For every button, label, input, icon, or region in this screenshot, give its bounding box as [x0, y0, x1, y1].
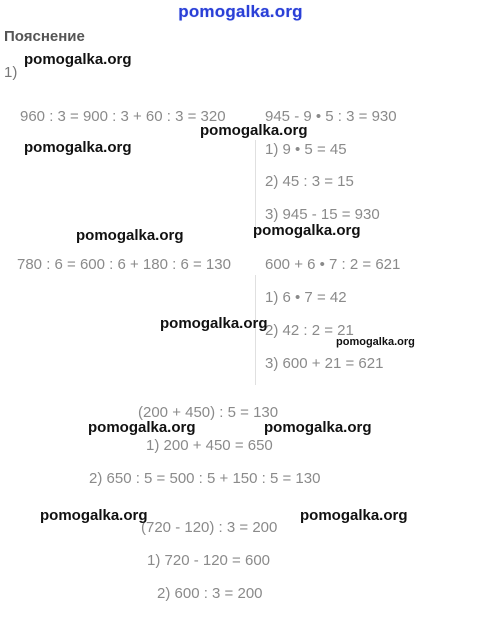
watermark: pomogalka.org [253, 222, 361, 239]
watermark: pomogalka.org [40, 507, 148, 524]
equation-step: 3) 945 - 15 = 930 [265, 206, 380, 223]
equation-step: 2) 650 : 5 = 500 : 5 + 150 : 5 = 130 [89, 470, 321, 487]
equation-step: 1) 720 - 120 = 600 [147, 552, 271, 569]
watermark: pomogalka.org [24, 51, 132, 68]
section-title: Пояснение [4, 28, 85, 45]
equation-line: 600 + 6 • 7 : 2 = 621 [265, 256, 401, 273]
watermark: pomogalka.org [24, 139, 132, 156]
item-number: 1) [4, 64, 18, 81]
equation-step: 2) 42 : 2 = 21 [265, 322, 354, 339]
watermark: pomogalka.org [300, 507, 408, 524]
equation-line: 780 : 6 = 600 : 6 + 180 : 6 = 130 [17, 256, 231, 273]
equation-step: 2) 45 : 3 = 15 [265, 173, 354, 190]
watermark: pomogalka.org [160, 315, 268, 332]
equation-line: (720 - 120) : 3 = 200 [141, 519, 278, 536]
equation-step: 1) 200 + 450 = 650 [146, 437, 273, 454]
equation-line: 960 : 3 = 900 : 3 + 60 : 3 = 320 [20, 108, 226, 125]
equation-step: 3) 600 + 21 = 621 [265, 355, 384, 372]
equation-line: (200 + 450) : 5 = 130 [138, 404, 279, 421]
equation-line: 945 - 9 • 5 : 3 = 930 [265, 108, 397, 125]
watermark: pomogalka.org [336, 336, 415, 348]
watermark: pomogalka.org [76, 227, 184, 244]
watermark: pomogalka.org [88, 419, 196, 436]
separator-line [255, 140, 256, 230]
equation-step: 2) 600 : 3 = 200 [157, 585, 263, 602]
header-watermark: pomogalka.org [178, 2, 303, 21]
equation-step: 1) 9 • 5 = 45 [265, 141, 347, 158]
watermark: pomogalka.org [264, 419, 372, 436]
watermark: pomogalka.org [200, 122, 308, 139]
equation-step: 1) 6 • 7 = 42 [265, 289, 347, 306]
